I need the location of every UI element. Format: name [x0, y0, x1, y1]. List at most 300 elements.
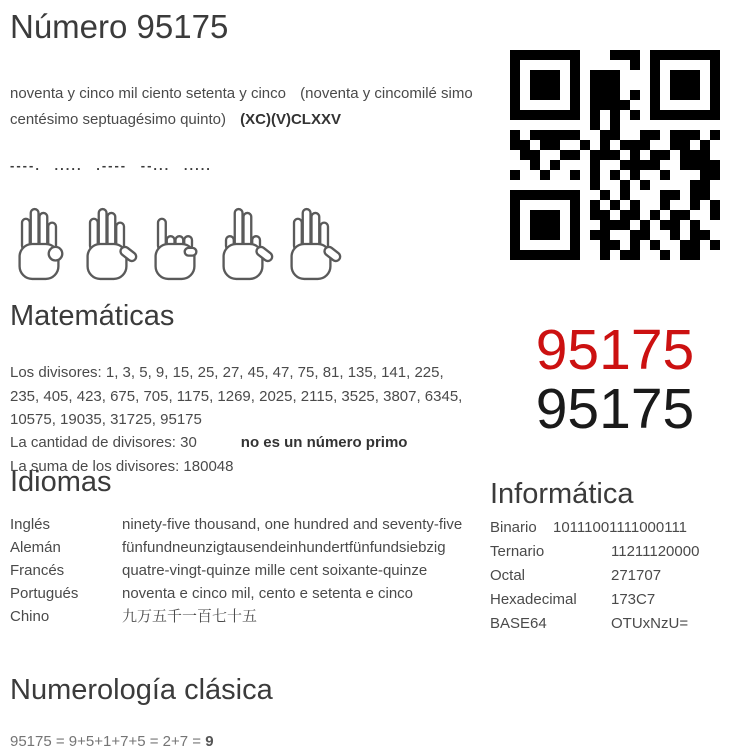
qr-module [600, 200, 610, 210]
qr-module [660, 60, 670, 70]
qr-module [680, 140, 690, 150]
qr-module [590, 150, 600, 160]
qr-module [620, 80, 630, 90]
qr-module [680, 250, 690, 260]
qr-module [700, 150, 710, 160]
qr-module [690, 160, 700, 170]
qr-module [650, 230, 660, 240]
qr-module [660, 100, 670, 110]
qr-module [540, 60, 550, 70]
qr-module [570, 120, 580, 130]
formula-result: 9 [205, 733, 214, 750]
qr-module [710, 190, 720, 200]
qr-module [600, 150, 610, 160]
qr-module [620, 170, 630, 180]
qr-module [650, 110, 660, 120]
qr-module [580, 60, 590, 70]
qr-module [560, 220, 570, 230]
qr-module [680, 70, 690, 80]
qr-module [650, 150, 660, 160]
qr-module [690, 120, 700, 130]
qr-module [630, 160, 640, 170]
qr-module [710, 110, 720, 120]
divisor-sum-text: La suma de los divisores: 180048 [10, 458, 234, 475]
qr-module [510, 70, 520, 80]
qr-module [700, 70, 710, 80]
qr-module [620, 160, 630, 170]
qr-module [590, 220, 600, 230]
qr-module [560, 190, 570, 200]
qr-module [710, 210, 720, 220]
qr-module [650, 100, 660, 110]
qr-module [510, 50, 520, 60]
base-label: Octal [490, 567, 526, 584]
qr-module [580, 220, 590, 230]
qr-module [600, 110, 610, 120]
qr-module [660, 160, 670, 170]
qr-module [610, 250, 620, 260]
qr-module [510, 240, 520, 250]
qr-module [590, 140, 600, 150]
qr-module [630, 170, 640, 180]
qr-module [630, 110, 640, 120]
qr-module [620, 130, 630, 140]
qr-module [510, 100, 520, 110]
qr-module [570, 150, 580, 160]
qr-module [610, 140, 620, 150]
qr-module [700, 170, 710, 180]
qr-module [640, 110, 650, 120]
qr-module [710, 240, 720, 250]
qr-module [560, 140, 570, 150]
base-row [490, 567, 748, 591]
qr-module [580, 120, 590, 130]
qr-module [550, 110, 560, 120]
qr-module [550, 220, 560, 230]
qr-module [650, 240, 660, 250]
qr-module [550, 200, 560, 210]
language-row [10, 582, 474, 605]
qr-module [540, 80, 550, 90]
qr-module [520, 240, 530, 250]
language-label: Portugués [10, 585, 79, 602]
ordinal-text: (noventa y cincomilé simo centésimo septuagésimo quinto) [10, 85, 473, 128]
qr-module [550, 130, 560, 140]
qr-module [510, 190, 520, 200]
qr-module [670, 110, 680, 120]
informatica-table [490, 519, 748, 639]
qr-module [570, 250, 580, 260]
qr-module [650, 130, 660, 140]
qr-module [690, 50, 700, 60]
qr-module [620, 230, 630, 240]
qr-module [580, 200, 590, 210]
qr-module [530, 90, 540, 100]
qr-module [540, 100, 550, 110]
qr-module [670, 240, 680, 250]
qr-module [590, 60, 600, 70]
qr-module [520, 130, 530, 140]
language-value: noventa e cinco mil, cento e setenta e cinco [122, 585, 414, 602]
qr-module [690, 100, 700, 110]
qr-module [560, 210, 570, 220]
qr-module [670, 60, 680, 70]
qr-module [590, 200, 600, 210]
qr-module [550, 190, 560, 200]
qr-module [670, 210, 680, 220]
qr-module [610, 190, 620, 200]
qr-module [610, 70, 620, 80]
qr-module [710, 150, 720, 160]
qr-module [700, 200, 710, 210]
qr-module [660, 250, 670, 260]
qr-module [700, 160, 710, 170]
qr-module [520, 160, 530, 170]
qr-module [640, 210, 650, 220]
number-description [10, 81, 474, 133]
qr-module [610, 100, 620, 110]
qr-module [650, 90, 660, 100]
qr-module [560, 200, 570, 210]
qr-module [680, 120, 690, 130]
divisor-count-line [10, 434, 407, 451]
qr-module [680, 150, 690, 160]
qr-module [650, 140, 660, 150]
base-value: 173C7 [611, 591, 656, 608]
qr-module [630, 240, 640, 250]
morse-code: ----. ..... .---- --... ..... [10, 158, 212, 173]
qr-module [690, 130, 700, 140]
qr-module [560, 120, 570, 130]
qr-module [590, 230, 600, 240]
qr-module [680, 60, 690, 70]
qr-module [700, 100, 710, 110]
qr-module [520, 230, 530, 240]
qr-module [510, 250, 520, 260]
qr-module [670, 220, 680, 230]
qr-module [530, 110, 540, 120]
qr-module [570, 130, 580, 140]
qr-module [590, 130, 600, 140]
qr-module [520, 140, 530, 150]
qr-module [640, 80, 650, 90]
qr-module [580, 90, 590, 100]
hand-sign-images [6, 196, 344, 291]
qr-module [560, 70, 570, 80]
qr-module [640, 50, 650, 60]
qr-module [630, 140, 640, 150]
qr-module [710, 200, 720, 210]
qr-module [640, 250, 650, 260]
qr-module [590, 50, 600, 60]
qr-module [590, 120, 600, 130]
qr-module [700, 80, 710, 90]
qr-module [510, 140, 520, 150]
qr-module [550, 70, 560, 80]
qr-module [620, 180, 630, 190]
qr-module [610, 170, 620, 180]
qr-module [600, 160, 610, 170]
qr-module [570, 110, 580, 120]
qr-module [640, 230, 650, 240]
qr-module [660, 50, 670, 60]
qr-module [660, 130, 670, 140]
qr-module [630, 60, 640, 70]
qr-module [700, 220, 710, 230]
section-numerologia: Numerología clásica [10, 674, 273, 706]
qr-module [570, 90, 580, 100]
qr-module [530, 220, 540, 230]
qr-module [610, 110, 620, 120]
qr-module [710, 100, 720, 110]
qr-module [640, 100, 650, 110]
qr-module [570, 180, 580, 190]
qr-module [710, 170, 720, 180]
qr-module [600, 190, 610, 200]
qr-module [650, 180, 660, 190]
qr-module [550, 140, 560, 150]
hand-sign-5-image [278, 196, 344, 291]
qr-module [580, 100, 590, 110]
qr-module [670, 190, 680, 200]
qr-module [520, 70, 530, 80]
qr-module [580, 140, 590, 150]
qr-module [570, 100, 580, 110]
qr-module [550, 150, 560, 160]
qr-module [620, 190, 630, 200]
base-value: 10111001111000111 [553, 519, 688, 536]
qr-module [630, 120, 640, 130]
qr-module [660, 110, 670, 120]
qr-module [630, 130, 640, 140]
qr-module [640, 190, 650, 200]
qr-module [600, 230, 610, 240]
qr-module [600, 140, 610, 150]
qr-module [680, 200, 690, 210]
language-value: quatre-vingt-quinze mille cent soixante-quinze [122, 562, 428, 579]
qr-module [580, 250, 590, 260]
base-row [490, 591, 748, 615]
qr-module [640, 70, 650, 80]
qr-module [550, 160, 560, 170]
qr-module [650, 190, 660, 200]
qr-module [590, 100, 600, 110]
qr-module [590, 210, 600, 220]
qr-module [530, 120, 540, 130]
qr-module [640, 200, 650, 210]
qr-module [520, 150, 530, 160]
qr-module [680, 90, 690, 100]
qr-module [630, 80, 640, 90]
base-label: BASE64 [490, 615, 547, 632]
qr-module [650, 210, 660, 220]
qr-module [670, 80, 680, 90]
qr-module [540, 140, 550, 150]
qr-module [630, 70, 640, 80]
qr-module [540, 150, 550, 160]
qr-module [560, 130, 570, 140]
section-idiomas: Idiomas [10, 466, 112, 498]
base-label: Hexadecimal [490, 591, 577, 608]
qr-module [710, 160, 720, 170]
qr-module [570, 240, 580, 250]
qr-module [580, 80, 590, 90]
qr-module [550, 100, 560, 110]
qr-module [550, 120, 560, 130]
qr-module [510, 130, 520, 140]
qr-module [640, 130, 650, 140]
qr-module [540, 230, 550, 240]
qr-module [530, 180, 540, 190]
qr-module [520, 90, 530, 100]
qr-module [520, 120, 530, 130]
qr-module [710, 80, 720, 90]
divisor-count-text: La cantidad de divisores: 30 [10, 434, 197, 451]
qr-module [630, 50, 640, 60]
qr-module [520, 250, 530, 260]
hand-sign-1-image [142, 196, 208, 291]
qr-module [590, 70, 600, 80]
qr-module [600, 180, 610, 190]
qr-module [590, 80, 600, 90]
qr-module [560, 100, 570, 110]
qr-module [540, 50, 550, 60]
qr-module [670, 160, 680, 170]
base-label: Ternario [490, 543, 545, 560]
qr-module [620, 220, 630, 230]
qr-module [620, 100, 630, 110]
page-title: Número 95175 [10, 8, 229, 45]
qr-module [700, 110, 710, 120]
qr-module [660, 80, 670, 90]
qr-module [510, 90, 520, 100]
qr-module [540, 250, 550, 260]
qr-module [570, 160, 580, 170]
qr-module [690, 230, 700, 240]
qr-module [660, 90, 670, 100]
qr-module [620, 90, 630, 100]
qr-module [630, 200, 640, 210]
qr-module [580, 160, 590, 170]
qr-module [560, 240, 570, 250]
qr-module [520, 210, 530, 220]
section-informatica: Informática [490, 478, 634, 510]
qr-module [590, 180, 600, 190]
qr-module [570, 50, 580, 60]
qr-module [670, 100, 680, 110]
formula-text: 95175 = 9+5+1+7+5 = 2+7 = [10, 733, 206, 750]
qr-module [640, 90, 650, 100]
qr-module [670, 200, 680, 210]
qr-module [620, 120, 630, 130]
qr-module [540, 190, 550, 200]
qr-module [670, 250, 680, 260]
language-row [10, 605, 474, 628]
qr-module [690, 110, 700, 120]
hand-sign-7-image [210, 196, 276, 291]
qr-module [660, 230, 670, 240]
qr-module [510, 180, 520, 190]
qr-module [600, 90, 610, 100]
qr-module [550, 230, 560, 240]
hand-sign-5-image [74, 196, 140, 291]
qr-module [530, 100, 540, 110]
qr-module [550, 180, 560, 190]
base-row [490, 615, 748, 639]
qr-module [710, 230, 720, 240]
qr-module [560, 250, 570, 260]
qr-module [680, 80, 690, 90]
qr-module [560, 180, 570, 190]
qr-module [700, 120, 710, 130]
numerology-formula [10, 733, 214, 750]
qr-module [610, 210, 620, 220]
qr-module [590, 170, 600, 180]
qr-module [580, 150, 590, 160]
qr-module [670, 170, 680, 180]
language-value: fünfundneunzigtausendeinhundertfünfundsiebzig [122, 539, 446, 556]
qr-module [610, 90, 620, 100]
qr-module [650, 220, 660, 230]
qr-module [520, 220, 530, 230]
qr-module [520, 170, 530, 180]
qr-module [570, 190, 580, 200]
qr-module [560, 160, 570, 170]
qr-module [610, 200, 620, 210]
qr-module [530, 80, 540, 90]
qr-module [640, 160, 650, 170]
qr-module [680, 160, 690, 170]
language-row [10, 559, 474, 582]
qr-module [700, 190, 710, 200]
qr-module [710, 180, 720, 190]
qr-module [710, 250, 720, 260]
qr-module [510, 160, 520, 170]
qr-module [570, 80, 580, 90]
qr-module [650, 60, 660, 70]
qr-module [530, 190, 540, 200]
qr-module [560, 90, 570, 100]
qr-module [680, 170, 690, 180]
qr-module [560, 230, 570, 240]
qr-module [700, 250, 710, 260]
qr-module [540, 110, 550, 120]
qr-module [600, 50, 610, 60]
qr-module [530, 230, 540, 240]
qr-module [640, 170, 650, 180]
qr-module [660, 240, 670, 250]
qr-module [690, 60, 700, 70]
language-label: Alemán [10, 539, 61, 556]
qr-module [600, 250, 610, 260]
section-matematicas: Matemáticas [10, 300, 175, 332]
qr-module [680, 180, 690, 190]
qr-module [680, 100, 690, 110]
qr-module [600, 100, 610, 110]
qr-module [580, 70, 590, 80]
qr-module [520, 50, 530, 60]
qr-module [630, 150, 640, 160]
qr-module [670, 120, 680, 130]
base-value: OTUxNzU= [611, 615, 689, 632]
qr-module [630, 100, 640, 110]
qr-module [690, 240, 700, 250]
qr-module [610, 240, 620, 250]
qr-module [690, 170, 700, 180]
qr-module [600, 210, 610, 220]
qr-module [520, 80, 530, 90]
qr-module [660, 200, 670, 210]
